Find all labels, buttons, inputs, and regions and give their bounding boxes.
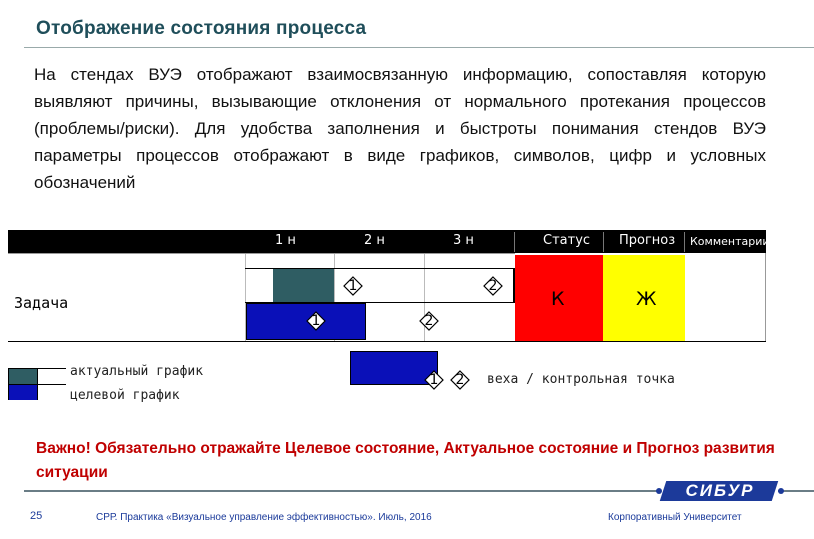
actual-milestone-2-icon bbox=[483, 276, 503, 296]
prognoz-cell bbox=[603, 255, 685, 341]
header-separator bbox=[514, 232, 515, 252]
header-separator bbox=[684, 232, 685, 252]
legend-milestone-1-icon bbox=[424, 370, 444, 390]
legend-actual-swatch bbox=[9, 369, 37, 384]
header-status: Статус bbox=[543, 233, 591, 248]
milestone-number: 2 bbox=[424, 313, 434, 329]
prognoz-value: Ж bbox=[636, 288, 657, 310]
header-week-3: 3 н bbox=[453, 233, 474, 248]
description-paragraph: На стендах ВУЭ отображают взаимосвязанную информацию, сопоставляя которую выявляют причины, вызывающие отклонения от нормального протекания процессов (проблемы/риски). Для удобства заполнения и быстроты понимания стендов ВУЭ параметры процессов отображают в виде графиков, символов, цифр и условных обозначений bbox=[34, 65, 766, 192]
page-number: 25 bbox=[30, 510, 43, 522]
task-label: Задача bbox=[14, 294, 69, 312]
logo-dot bbox=[778, 488, 784, 494]
legend-actual-label: актуальный график bbox=[70, 364, 204, 379]
target-milestone-1-icon bbox=[306, 311, 326, 331]
title-divider bbox=[24, 47, 814, 48]
legend-swatch-group bbox=[8, 368, 66, 400]
legend-milestone-label: веха / контрольная точка bbox=[487, 372, 675, 387]
header-week-2: 2 н bbox=[364, 233, 385, 248]
legend-blank-swatch bbox=[37, 369, 66, 384]
actual-schedule-bar bbox=[273, 269, 334, 302]
header-separator bbox=[603, 232, 604, 252]
actual-milestone-1-icon bbox=[343, 276, 363, 296]
header-prognoz: Прогноз bbox=[619, 233, 676, 248]
footer-university: Корпоративный Университет bbox=[608, 512, 742, 523]
important-note: Важно! Обязательно отражайте Целевое состояние, Актуальное состояние и Прогноз развития ситуации bbox=[36, 440, 775, 481]
legend-target-swatch bbox=[9, 384, 37, 400]
status-cell bbox=[515, 255, 603, 341]
footer-caption: СРР. Практика «Визуальное управление эффективностью». Июль, 2016 bbox=[96, 512, 432, 523]
row-top-line bbox=[8, 253, 515, 254]
header-comments: Комментарии bbox=[690, 235, 770, 248]
target-milestone-2-icon bbox=[419, 311, 439, 331]
milestone-number: 2 bbox=[455, 372, 465, 388]
row-bottom-line bbox=[8, 341, 766, 342]
legend-milestone-2-icon bbox=[450, 370, 470, 390]
status-value: К bbox=[551, 288, 565, 310]
legend-blank-swatch bbox=[37, 384, 66, 400]
header-week-1: 1 н bbox=[275, 233, 296, 248]
milestone-number: 2 bbox=[488, 278, 498, 294]
footer-divider bbox=[24, 490, 659, 492]
comments-right-border bbox=[765, 253, 766, 341]
milestone-number: 1 bbox=[429, 372, 439, 388]
milestone-number: 1 bbox=[311, 313, 321, 329]
page-title: Отображение состояния процесса bbox=[36, 18, 367, 39]
sibur-logo-text: СИБУР bbox=[685, 481, 755, 500]
legend-target-label: целевой график bbox=[70, 388, 180, 403]
milestone-number: 1 bbox=[348, 278, 358, 294]
